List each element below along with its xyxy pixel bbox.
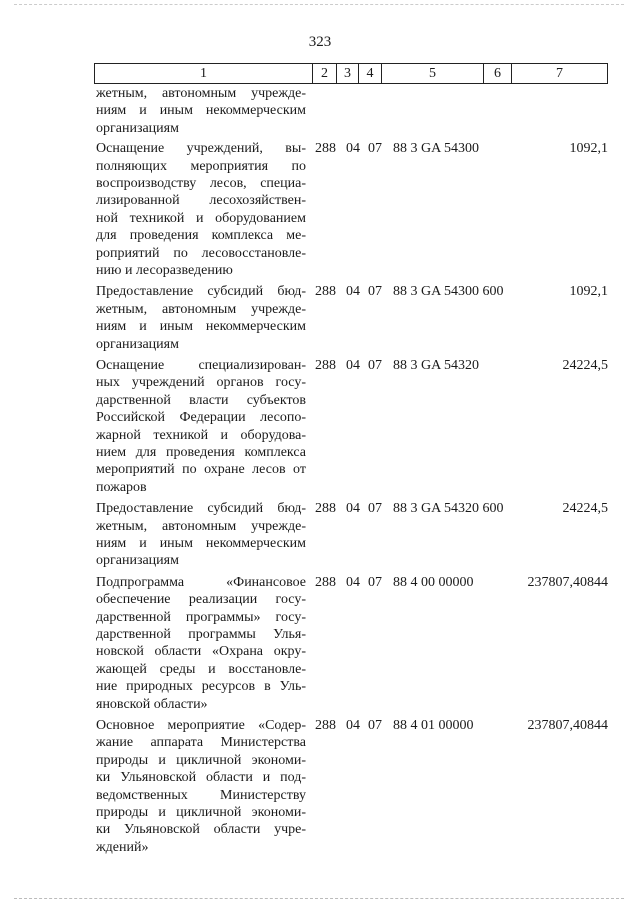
row-description (96, 717, 306, 856)
cell-c4: 07 (368, 574, 382, 590)
cell-c3: 04 (346, 141, 360, 157)
description-line: воспроизводству лесов, специа- (96, 176, 306, 191)
row-description (96, 85, 306, 137)
description-line: Предоставление субсидий бюд- (96, 501, 306, 517)
description-line: нию и лесоразведению (96, 263, 233, 279)
description-line: ки Ульяновской области и под- (96, 770, 306, 786)
table-row (0, 717, 640, 856)
description-line: яновской области» (96, 696, 208, 712)
description-line: новской области «Охрана окру- (96, 644, 306, 660)
description-line: природы и цикличной экономи- (96, 752, 306, 768)
cell-c7: 24224,5 (562, 501, 608, 517)
description-line: Основное мероприятие «Содер- (96, 717, 306, 733)
description-line: ной техникой и оборудованием (96, 210, 306, 226)
cell-c5: 88 3 GA 54320 (393, 357, 479, 373)
header-col-3: 3 (337, 64, 359, 84)
cell-c7: 1092,1 (569, 141, 608, 157)
description-line: мероприятий по охране лесов от (96, 462, 306, 478)
page-number: 323 (308, 34, 332, 50)
description-line: жетным, автономным учрежде- (96, 86, 306, 101)
cell-c3: 04 (346, 357, 360, 373)
header-col-1: 1 (95, 64, 313, 84)
description-line: ние природных ресурсов в Уль- (96, 679, 306, 695)
description-line: Российской Федерации лесопо- (96, 410, 306, 426)
description-line: для проведения комплекса ме- (96, 228, 306, 244)
header-col-5: 5 (382, 64, 484, 84)
cell-c3: 04 (346, 501, 360, 517)
cell-c7: 1092,1 (569, 284, 608, 300)
cell-c5: 88 4 00 00000 (393, 574, 474, 590)
cell-c4: 07 (368, 141, 382, 157)
description-line: нием для проведения комплекса (96, 445, 306, 460)
description-line: организациям (96, 120, 179, 136)
description-line: жающей среды и восстановле- (96, 661, 306, 677)
description-line: жание аппарата Министерства (96, 735, 306, 751)
description-line: Оснащение учреждений, вы- (96, 141, 306, 157)
cell-c3: 04 (346, 284, 360, 300)
description-line: дарственной программы» госу- (96, 609, 306, 625)
description-line: Оснащение специализирован- (96, 357, 306, 373)
description-line: Подпрограмма «Финансовое (96, 574, 306, 590)
table-row (0, 357, 640, 496)
header-col-6: 6 (484, 64, 512, 84)
header-col-4: 4 (359, 64, 382, 84)
cell-c4: 07 (368, 284, 382, 300)
column-header-row (94, 63, 608, 84)
description-line: ных учреждений органов госу- (96, 375, 306, 391)
cell-c7: 237807,40844 (527, 574, 608, 590)
header-col-2: 2 (313, 64, 337, 84)
description-line: жетным, автономным учрежде- (96, 301, 306, 317)
budget-table-body (0, 85, 640, 856)
cell-c5: 88 4 01 00000 (393, 717, 474, 733)
description-line: обеспечение реализации госу- (96, 592, 306, 608)
table-row (0, 500, 640, 570)
description-line: дарственной программы Улья- (96, 626, 306, 642)
scan-top-edge (14, 4, 624, 5)
description-line: роприятий по лесовосстановле- (96, 245, 306, 261)
cell-c2: 288 (315, 574, 336, 590)
row-description (96, 574, 306, 713)
cell-c2: 288 (315, 141, 336, 157)
cell-c5: 88 3 GA 54320 600 (393, 501, 504, 517)
description-line: ки Ульяновской области учре- (96, 822, 306, 838)
description-line: Предоставление субсидий бюд- (96, 284, 306, 300)
description-line: ведомственных Министерству (96, 787, 306, 803)
description-line: жетным, автономным учрежде- (96, 518, 306, 534)
cell-c4: 07 (368, 501, 382, 517)
cell-c2: 288 (315, 357, 336, 373)
description-line: полняющих мероприятия по (96, 158, 306, 174)
cell-c3: 04 (346, 717, 360, 733)
header-col-7: 7 (512, 64, 608, 84)
table-row (0, 283, 640, 353)
description-line: жарной техникой и оборудова- (96, 427, 306, 443)
row-description (96, 500, 306, 570)
table-row (0, 574, 640, 713)
description-line: ниям и иным некоммерческим (96, 103, 306, 119)
description-line: ниям и иным некоммерческим (96, 319, 306, 335)
description-line: организациям (96, 336, 179, 352)
cell-c2: 288 (315, 284, 336, 300)
table-row (0, 140, 640, 279)
cell-c4: 07 (368, 357, 382, 373)
cell-c2: 288 (315, 501, 336, 517)
description-line: ниям и иным некоммерческим (96, 535, 306, 551)
description-line: организациям (96, 553, 179, 569)
row-description (96, 283, 306, 353)
description-line: дарственной власти субъектов (96, 392, 306, 408)
cell-c5: 88 3 GA 54300 (393, 141, 479, 157)
cell-c7: 24224,5 (562, 357, 608, 373)
description-line: лизированной лесохозяйствен- (96, 193, 306, 209)
cell-c5: 88 3 GA 54300 600 (393, 284, 504, 300)
cell-c7: 237807,40844 (527, 717, 608, 733)
cell-c4: 07 (368, 717, 382, 733)
cell-c3: 04 (346, 574, 360, 590)
scan-bottom-edge (14, 898, 624, 899)
description-line: природы и цикличной экономи- (96, 804, 306, 820)
description-line: пожаров (96, 479, 147, 495)
cell-c2: 288 (315, 717, 336, 733)
description-line: ждений» (96, 839, 149, 855)
row-description (96, 140, 306, 279)
table-row (0, 85, 640, 137)
row-description (96, 357, 306, 496)
